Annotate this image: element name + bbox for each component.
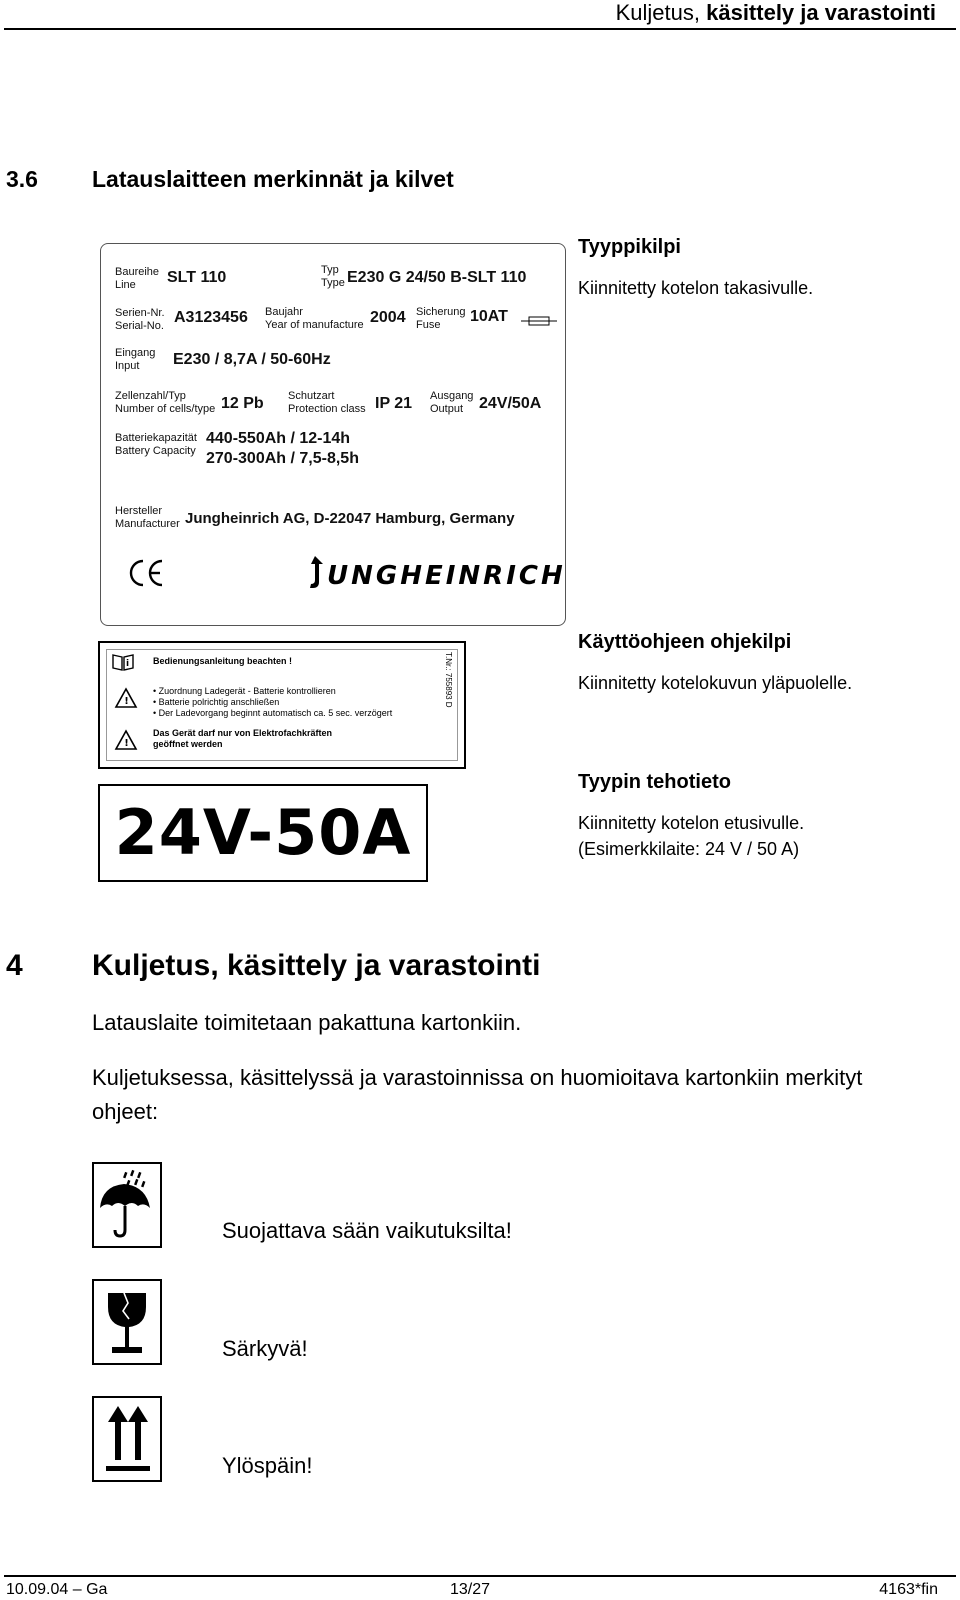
protection-label: Schutzart Protection class [288,390,366,415]
capacity-value-2: 270-300Ah / 7,5-8,5h [206,450,359,467]
serial-value: A3123456 [174,309,248,326]
instruction-caption-title: Käyttöohjeen ohjekilpi [578,631,792,653]
capacity-label: Batteriekapazität Battery Capacity [115,432,197,457]
instruction-warning-2: geöffnet werden [153,739,223,749]
output-label: Ausgang Output [430,390,474,415]
instruction-heading: Bedienungsanleitung beachten ! [153,656,293,666]
body-paragraph-2-line-1: Kuljetuksessa, käsittelyssä ja varastoinnissa on huomioitava kartonkiin merkityt [92,1065,863,1090]
fragile-glass-icon [92,1279,162,1365]
year-label: Baujahr Year of manufacture [265,306,364,331]
type-plate-caption-title: Tyyppikilpi [578,236,681,258]
jungheinrich-logo [309,552,566,592]
manufacturer-value: Jungheinrich AG, D-22047 Hamburg, Germany [185,510,515,527]
cells-label: Zellenzahl/Typ Number of cells/type [115,390,216,415]
header-rule [4,28,956,30]
baureihe-label: Baureihe Line [115,266,160,291]
symbol-label-fragile: Särkyvä! [222,1336,308,1361]
typ-value: E230 G 24/50 B-SLT 110 [347,269,527,286]
instruction-part-number: T.Nr.: 755893 D [444,652,453,708]
footer-left: 10.09.04 – Ga [6,1581,108,1598]
warning-triangle-icon [115,688,137,708]
year-value: 2004 [370,309,406,326]
running-header-prefix: Kuljetus, [615,0,707,25]
running-header-bold: käsittely ja varastointi [706,0,936,25]
fuse-label: Sicherung Fuse [416,306,466,331]
section-title: Latauslaitteen merkinnät ja kilvet [92,166,454,192]
fuse-symbol-icon [521,315,557,327]
manufacturer-label: Hersteller Manufacturer [115,505,180,530]
rating-plate-value: 24V-50A [114,796,412,869]
input-value: E230 / 8,7A / 50-60Hz [173,351,331,368]
warning-triangle-icon [115,730,137,750]
section-number: 3.6 [6,166,38,192]
protection-value: IP 21 [375,395,413,412]
umbrella-icon [92,1162,162,1248]
cells-value: 12 Pb [221,395,264,412]
rating-caption-title: Tyypin tehotieto [578,771,731,793]
rating-caption-text-2: (Esimerkkilaite: 24 V / 50 A) [578,839,800,859]
type-plate [100,243,566,626]
footer-page-number: 13/27 [450,1581,491,1598]
rating-caption-text-1: Kiinnitetty kotelon etusivulle. [578,813,805,833]
baureihe-value: SLT 110 [167,269,227,286]
ce-mark-icon [129,558,165,588]
svg-text:i: i [126,659,130,669]
footer-doc-code: 4163*fin [879,1581,938,1598]
fuse-value: 10AT [470,308,508,325]
footer-rule [4,1575,956,1577]
body-paragraph-2-line-2: ohjeet: [92,1099,159,1124]
instruction-line-3: • Der Ladevorgang beginnt automatisch ca. 5 sec. verzögert [153,708,393,718]
capacity-value-1: 440-550Ah / 12-14h [206,430,351,447]
instruction-caption-text: Kiinnitetty kotelokuvun yläpuolelle. [578,673,853,693]
serial-label: Serien-Nr. Serial-No. [115,307,165,332]
instruction-warning-1: Das Gerät darf nur von Elektrofachkräften [153,728,333,738]
typ-label: Typ Type [321,264,345,289]
this-way-up-icon [92,1396,162,1482]
symbol-label-upright: Ylöspäin! [222,1453,313,1478]
type-plate-caption-text: Kiinnitetty kotelon takasivulle. [578,278,814,298]
body-paragraph-1: Latauslaite toimitetaan pakattuna kartonkiin. [92,1010,522,1035]
chapter-number: 4 [6,949,23,982]
input-label: Eingang Input [115,347,156,372]
instruction-plate [98,641,466,769]
instruction-plate-inner [106,649,458,761]
instruction-line-1: • Zuordnung Ladegerät - Batterie kontrollieren [153,686,336,696]
svg-text:UNGHEINRICH: UNGHEINRICH [327,561,566,591]
svg-text:!: ! [124,696,129,707]
manual-book-icon [111,652,135,672]
svg-text:!: ! [124,738,129,749]
symbol-label-weather: Suojattava sään vaikutuksilta! [222,1218,512,1243]
output-value: 24V/50A [479,395,542,412]
instruction-line-2: • Batterie polrichtig anschließen [153,697,280,707]
running-header [616,0,936,26]
chapter-title: Kuljetus, käsittely ja varastointi [92,949,541,982]
rating-plate [98,784,428,882]
